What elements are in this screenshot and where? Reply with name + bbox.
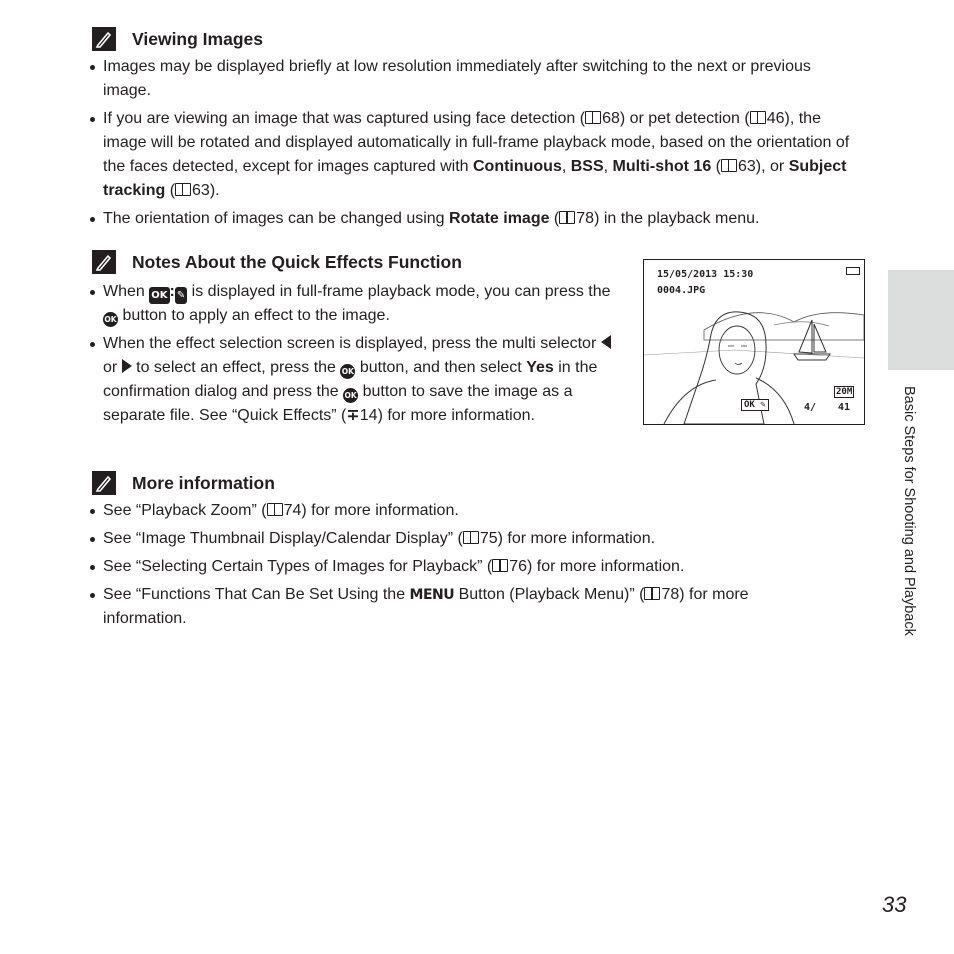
frame-total: 41 bbox=[838, 402, 851, 413]
image-size: 20M bbox=[836, 387, 853, 397]
list-item: See “Playback Zoom” ( 74) for more information. bbox=[92, 499, 862, 523]
list-item: See “Functions That Can Be Set Using the MENU Button (Playback Menu)” ( 78) for more information. bbox=[92, 583, 823, 631]
quick-effects-icon: ✎ bbox=[175, 287, 187, 304]
reference-book-icon bbox=[492, 559, 508, 572]
reference-link-icon: ∓ bbox=[346, 407, 360, 424]
frame-counter: 4/ bbox=[804, 402, 817, 413]
reference-book-icon bbox=[175, 183, 191, 196]
list-item: See “Selecting Certain Types of Images for Playback” ( 76) for more information. bbox=[92, 555, 862, 579]
left-arrow-icon bbox=[601, 335, 611, 349]
reference-book-icon bbox=[750, 111, 766, 124]
reference-book-icon bbox=[585, 111, 601, 124]
list-item: See “Image Thumbnail Display/Calendar Display” ( 75) for more information. bbox=[92, 527, 862, 551]
list-item: When the effect selection screen is displayed, press the multi selector or to select an effect, press the OK button, and then select Yes in the confirmation dialog and press the OK button to save the image as a separate file. See “Quick Effects” (∓14) for more information. bbox=[92, 332, 613, 428]
ok-button-icon: OK bbox=[340, 364, 355, 379]
ok-button-icon: OK bbox=[103, 312, 118, 327]
file-name: 0004.JPG bbox=[657, 285, 706, 296]
section-title: More information bbox=[132, 473, 275, 493]
ok-badge: OK ✎ bbox=[741, 399, 769, 411]
pencil-note-icon bbox=[92, 471, 116, 495]
reference-book-icon bbox=[644, 587, 660, 600]
right-arrow-icon bbox=[122, 359, 132, 373]
ok-button-icon: OK bbox=[343, 388, 358, 403]
pencil-note-icon bbox=[92, 250, 116, 274]
date-time: 15/05/2013 15:30 bbox=[657, 269, 754, 280]
reference-book-icon bbox=[463, 531, 479, 544]
list-item: When OK : ✎ is displayed in full-frame playback mode, you can press the OK button to apply an effect to the image. bbox=[92, 280, 613, 328]
menu-button-icon: MENU bbox=[409, 587, 455, 603]
pencil-note-icon bbox=[92, 27, 116, 51]
list-item: Images may be displayed briefly at low resolution immediately after switching to the next or previous image. bbox=[92, 55, 831, 103]
section-title: Viewing Images bbox=[132, 29, 263, 49]
section-title: Notes About the Quick Effects Function bbox=[132, 252, 462, 272]
reference-book-icon bbox=[267, 503, 283, 516]
page-number: 33 bbox=[882, 892, 907, 917]
camera-playback-screen bbox=[643, 259, 865, 425]
battery-icon bbox=[846, 267, 860, 275]
reference-book-icon bbox=[721, 159, 737, 172]
chapter-tab bbox=[888, 270, 954, 370]
reference-book-icon bbox=[559, 211, 575, 224]
chapter-tab-label: Basic Steps for Shooting and Playback bbox=[901, 386, 917, 636]
ok-button-icon: OK bbox=[149, 287, 169, 304]
list-item: The orientation of images can be changed using Rotate image ( 78) in the playback menu. bbox=[92, 207, 873, 231]
list-item: If you are viewing an image that was captured using face detection ( 68) or pet detection ( 46), the image will be rotated and displayed automatically in full-frame playback mode, based on the orientation of the faces detected, except for images captured with Continuous, BSS, Multi-shot 16 ( 63), or Subject tracking ( 63). bbox=[92, 107, 863, 203]
